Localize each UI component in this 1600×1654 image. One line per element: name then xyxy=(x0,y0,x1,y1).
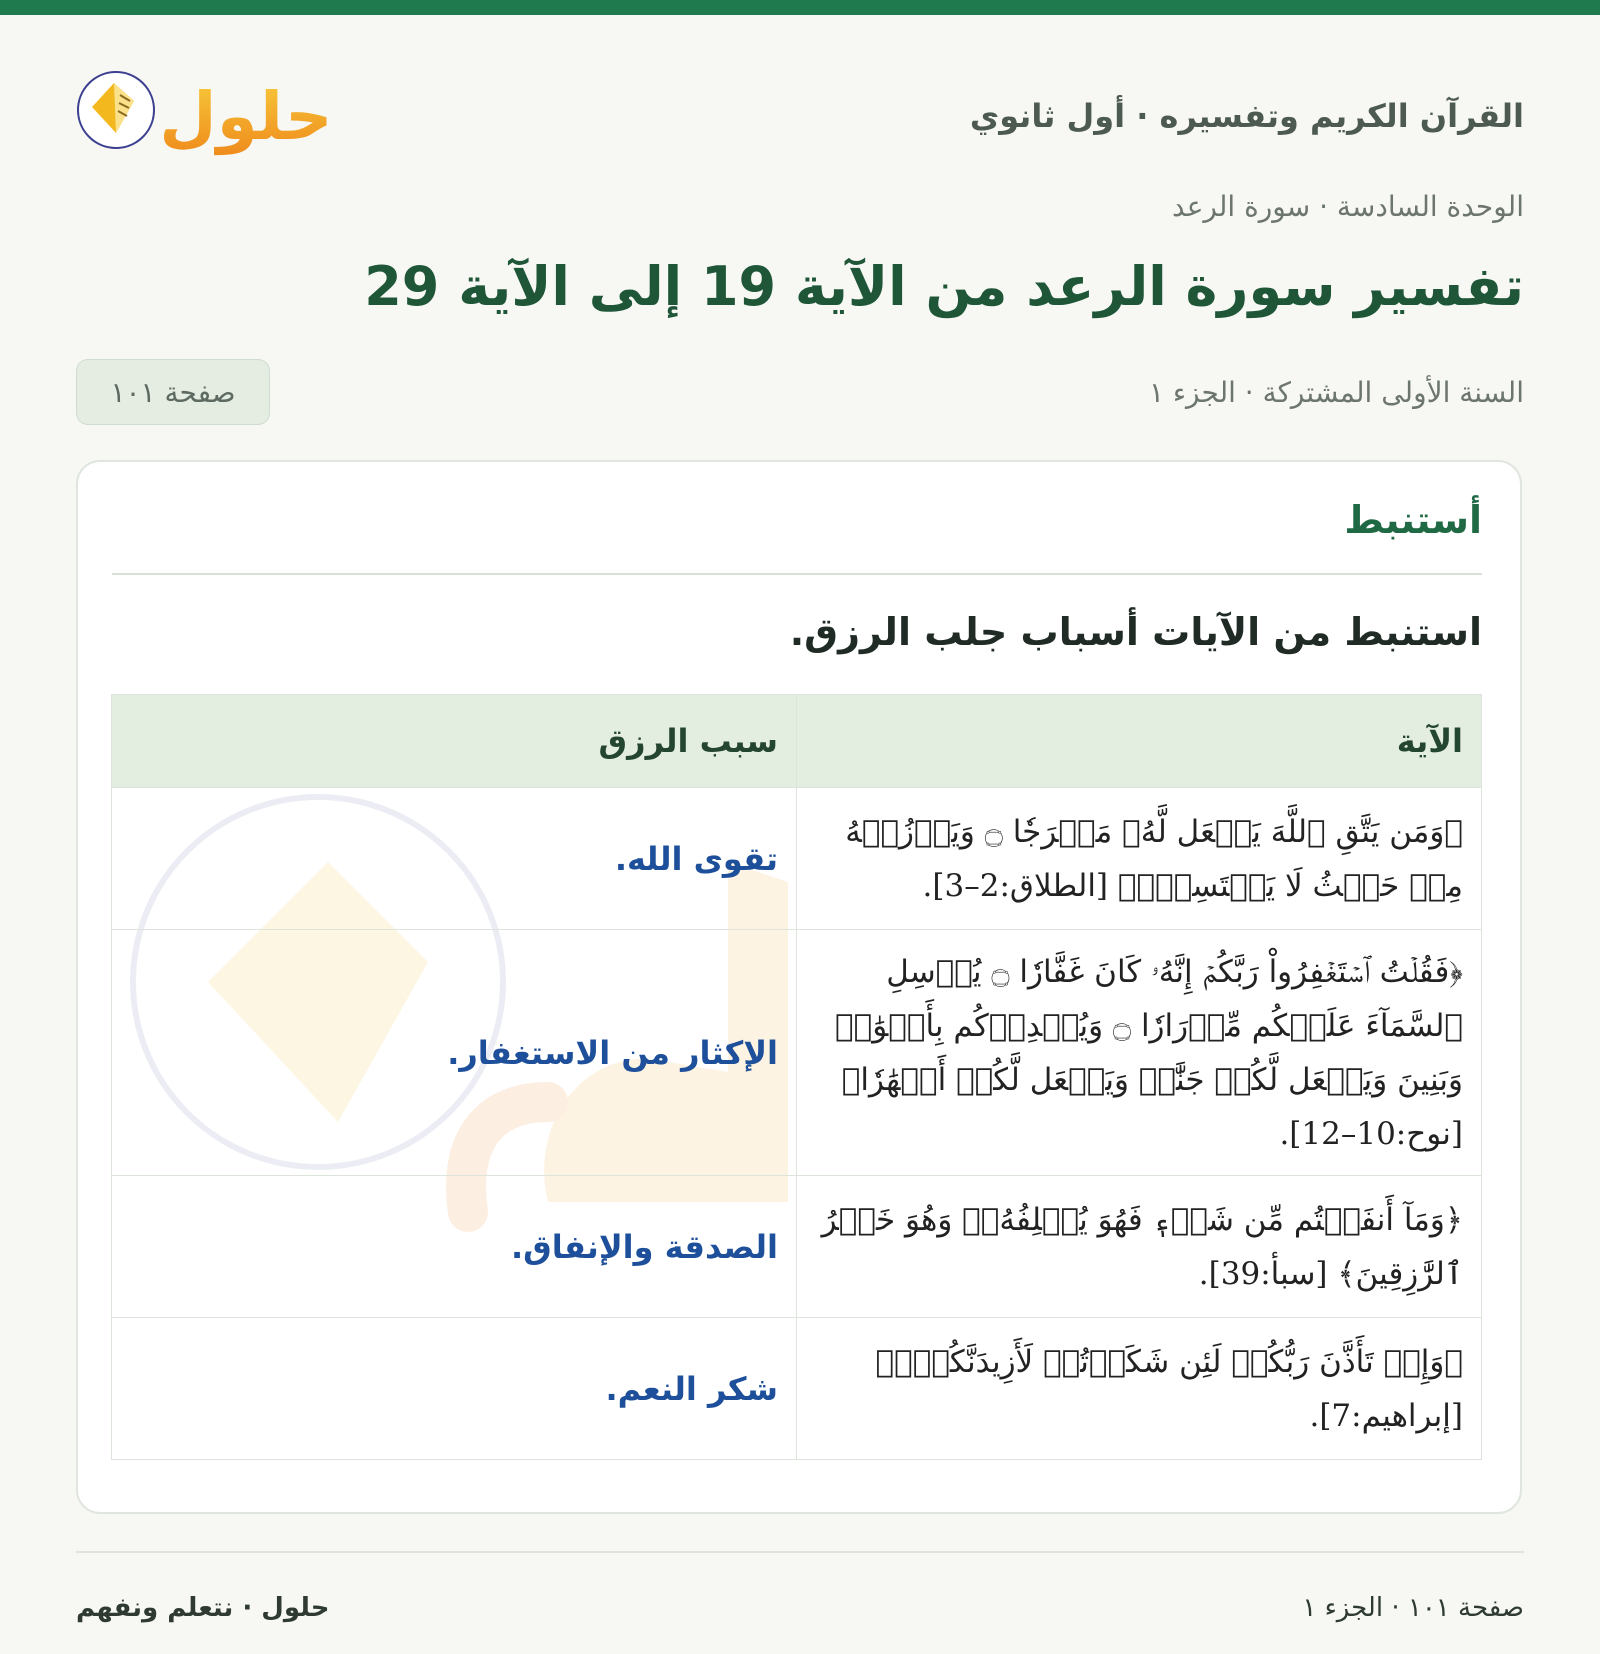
table-row xyxy=(112,930,1482,1176)
footer-page-info: صفحة ١٠١ · الجزء ١ xyxy=(1302,1593,1524,1623)
footer-brand: حلول · نتعلم ونفهم xyxy=(76,1593,330,1623)
meta-row xyxy=(76,359,1524,427)
brand-logo[interactable] xyxy=(76,55,346,165)
exercise-card xyxy=(76,460,1522,1514)
section-divider xyxy=(112,573,1482,575)
ayah-cell: ﴿وَإِذۡ تَأَذَّنَ رَبُّكُمۡ لَئِن شَكَرۡتُمۡ لَأَزِيدَنَّكُمۡۖ﴾ [إبراهيم:7]. xyxy=(797,1318,1482,1460)
footer-divider xyxy=(76,1551,1524,1553)
exercise-question: استنبط من الآيات أسباب جلب الرزق. xyxy=(789,610,1482,654)
page-number-badge: صفحة ١٠١ xyxy=(76,359,270,425)
reason-cell: تقوى الله. xyxy=(112,788,797,930)
ayah-cell: ﴿وَمَآ أَنفَقۡتُم مِّن شَيۡءٖ فَهُوَ يُخۡلِفُهُۥۖ وَهُوَ خَيۡرُ ٱلرَّٰزِقِينَ﴾ [سبأ:39]. xyxy=(797,1176,1482,1318)
top-accent-bar xyxy=(0,0,1600,15)
section-title: أستنبط xyxy=(1344,498,1482,542)
table-row xyxy=(112,788,1482,930)
subject-title: القرآن الكريم وتفسيره · أول ثانوي xyxy=(969,97,1524,135)
table-row xyxy=(112,1176,1482,1318)
reason-cell: الصدقة والإنفاق. xyxy=(112,1176,797,1318)
book-circle-icon xyxy=(78,72,154,148)
logo-wordmark: حلول xyxy=(159,78,333,155)
breadcrumb[interactable]: الوحدة السادسة · سورة الرعد xyxy=(1172,190,1524,223)
course-meta: السنة الأولى المشتركة · الجزء ١ xyxy=(1148,376,1524,409)
page xyxy=(76,15,1524,1654)
table-header-row xyxy=(112,695,1482,788)
ayah-cell: ﴿وَمَن يَتَّقِ ٱللَّهَ يَجۡعَل لَّهُۥ مَخۡرَجٗا ۝ وَيَرۡزُقۡهُ مِنۡ حَيۡثُ لَا يَحۡتَسِبُۚ﴾ [الطلاق:2–3]. xyxy=(797,788,1482,930)
rizq-table xyxy=(111,694,1482,1460)
reason-cell: شكر النعم. xyxy=(112,1318,797,1460)
column-header-reason: سبب الرزق xyxy=(112,695,797,788)
lesson-title: تفسير سورة الرعد من الآية 19 إلى الآية 29 xyxy=(364,255,1524,318)
table-row xyxy=(112,1318,1482,1460)
page-header xyxy=(76,55,1524,165)
ayah-cell: ﴿فَقُلۡتُ ٱسۡتَغۡفِرُواْ رَبَّكُمۡ إِنَّهُۥ كَانَ غَفَّارٗا ۝ يُرۡسِلِ ٱلسَّمَآءَ عَلَيۡكُم مِّدۡرَارٗا ۝ وَيُمۡدِدۡكُم بِأَمۡوَٰلٖ وَبَنِينَ وَيَجۡعَل لَّكُمۡ جَنَّٰتٖ وَيَجۡعَل لَّكُمۡ أَنۡهَٰرٗا﴾ [نوح:10–12]. xyxy=(797,930,1482,1176)
column-header-ayah: الآية xyxy=(797,695,1482,788)
reason-cell: الإكثار من الاستغفار. xyxy=(112,930,797,1176)
